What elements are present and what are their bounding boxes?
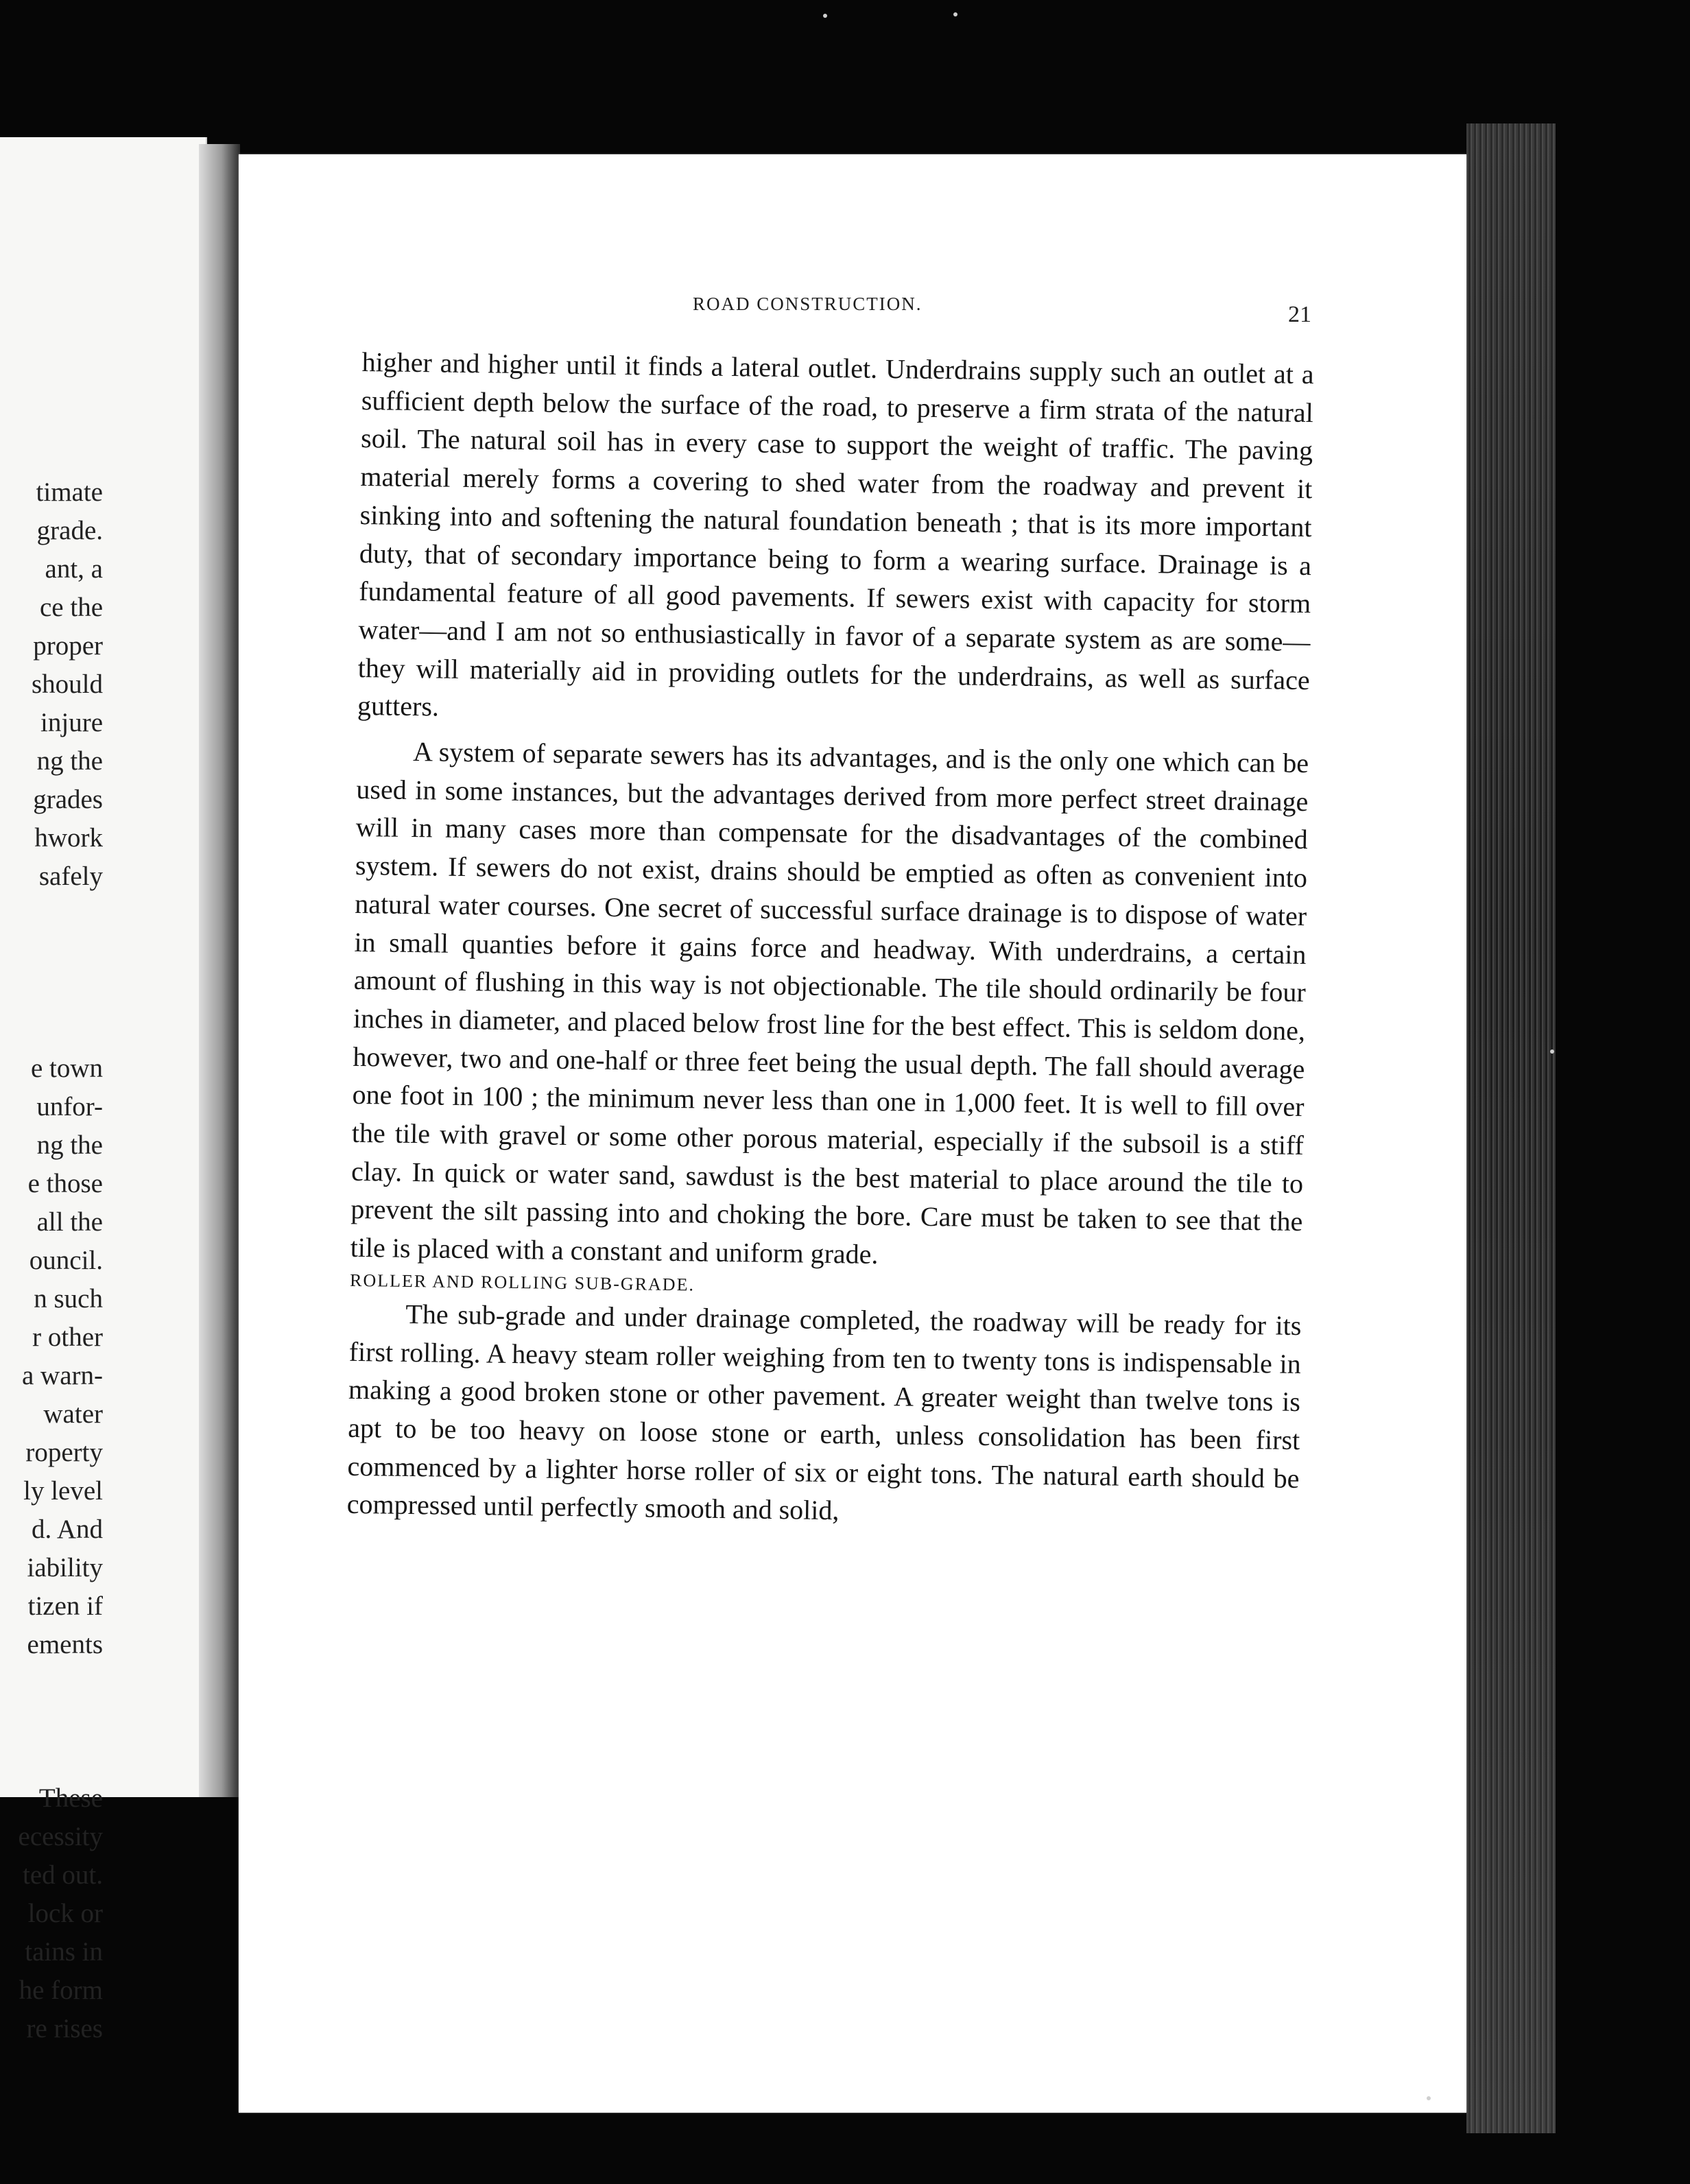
left-page-line-fragment: ant, a	[45, 554, 103, 584]
book-gutter	[199, 144, 240, 1797]
left-page-line-fragment: injure	[40, 708, 103, 737]
left-page-line-fragment: a warn-	[21, 1361, 103, 1390]
dust-speck	[953, 12, 957, 16]
left-page-text-fragments	[7, 473, 103, 2048]
left-page-line-fragment: ements	[27, 1630, 103, 1659]
left-page-line-fragment: grades	[33, 785, 103, 814]
paragraph: A system of separate sewers has its advantages, and is the only one which can be used in some instances, but the advantages derived from more perfect street drainage will in many cases more than compensate for the disadvantages of the combined system. If sewers do not exist, drains should be emptied as often as convenient into natural water courses. One secret of successful surface drainage is to dispose of water in small quanties before it gains force and headway. With underdrains, a certain amount of flushing in this way is not objectionable. The tile should ordinarily be four inches in diameter, and placed below frost line for the best effect. This is seldom done, however, two and one-half or three feet being the usual depth. The fall should average one foot in 100 ; the minimum never less than one in 1,000 feet. It is well to fill over the tile with gravel or some other porous material, especially if the subsoil is a stiff clay. In quick or water sand, sawdust is the best material to place around the tile to prevent the silt passing into and choking the bore. Care must be taken to see that the tile is placed with a constant and uniform grade.	[350, 736, 1309, 1270]
left-page-line-fragment: n such	[34, 1284, 103, 1314]
left-page-line-fragment: These	[38, 1783, 103, 1813]
left-page-line-fragment: roperty	[25, 1438, 103, 1467]
paragraph: The sub-grade and under drainage completed, the roadway will be ready for its first rolling. A heavy steam roller weighing from ten to twenty tons is indispensable in making a good broken stone or other pavement. A greater weight than twelve tons is apt to be too heavy on loose stone or earth, unless consolidation has been first commenced by a lighter horse roller of six or eight tons. The natural earth should be compressed until perfectly smooth and solid,	[346, 1298, 1302, 1526]
left-page-line-fragment: timate	[36, 477, 103, 507]
left-page-line-fragment: ng the	[36, 746, 103, 776]
left-page-line-fragment: re rises	[26, 2014, 103, 2043]
left-page-line-fragment: should	[31, 669, 103, 699]
dust-speck	[823, 14, 827, 18]
left-page-line-fragment: he form	[19, 1975, 103, 2005]
page-body	[346, 343, 1313, 1536]
left-page-blank-line	[7, 973, 103, 1011]
running-head: ROAD CONSTRUCTION.	[693, 294, 923, 314]
left-page-blank-line	[7, 1011, 103, 1049]
dust-speck	[1550, 1049, 1554, 1054]
left-page-line-fragment: lock or	[27, 1899, 103, 1928]
page-edges-shading	[1466, 123, 1556, 2133]
left-page-line-fragment: ly level	[23, 1476, 103, 1506]
paragraph: higher and higher until it finds a lateral outlet. Underdrains supply such an outlet at a sufficient depth below the surface of the road, to preserve a firm strata of the natural soil. The natural soil has in every case to support the weight of traffic. The paving material merely forms a covering to shed water from the roadway and prevent it sinking into and softening the natural foundation beneath ; that is its more important duty, that of secondary importance being to form a wearing surface. Drainage is a fundamental feature of all good pavements. If sewers exist with capacity for storm water—and I am not so enthusiastically in favor of a separate system as are some—they will materially aid in providing outlets for the underdrains, as well as surface gutters.	[357, 346, 1314, 722]
left-page-line-fragment: grade.	[36, 516, 103, 545]
left-page-line-fragment: ecessity	[18, 1822, 103, 1851]
left-page-line-fragment: water	[43, 1399, 103, 1429]
left-page-blank-line	[7, 1702, 103, 1741]
left-page	[0, 137, 207, 2043]
left-page-line-fragment: hwork	[34, 823, 103, 853]
left-page-line-fragment: ted out.	[23, 1860, 103, 1890]
dust-speck	[1427, 2096, 1431, 2100]
left-page-line-fragment: ouncil.	[29, 1246, 103, 1275]
left-page-line-fragment: e town	[30, 1054, 103, 1083]
left-page-line-fragment: tains in	[25, 1937, 103, 1967]
left-page-blank-line	[7, 1664, 103, 1702]
left-page-line-fragment: safely	[38, 862, 103, 891]
left-page-line-fragment: iability	[27, 1553, 103, 1582]
left-page-line-fragment: tizen if	[27, 1591, 103, 1621]
section-heading: ROLLER AND ROLLING SUB-GRADE.	[349, 1270, 695, 1295]
left-page-line-fragment: proper	[33, 631, 103, 661]
left-page-blank-line	[7, 1741, 103, 1779]
left-page-blank-line	[7, 896, 103, 934]
left-page-line-fragment: d. And	[31, 1515, 103, 1544]
left-page-line-fragment: r other	[32, 1322, 103, 1352]
page-number: 21	[1288, 302, 1311, 327]
left-page-line-fragment: ng the	[36, 1130, 103, 1160]
left-page-blank-line	[7, 934, 103, 973]
left-page-line-fragment: all the	[36, 1207, 103, 1237]
left-page-line-fragment: e those	[27, 1169, 103, 1198]
left-page-line-fragment: unfor-	[36, 1092, 103, 1121]
left-page-line-fragment: ce the	[39, 593, 103, 622]
